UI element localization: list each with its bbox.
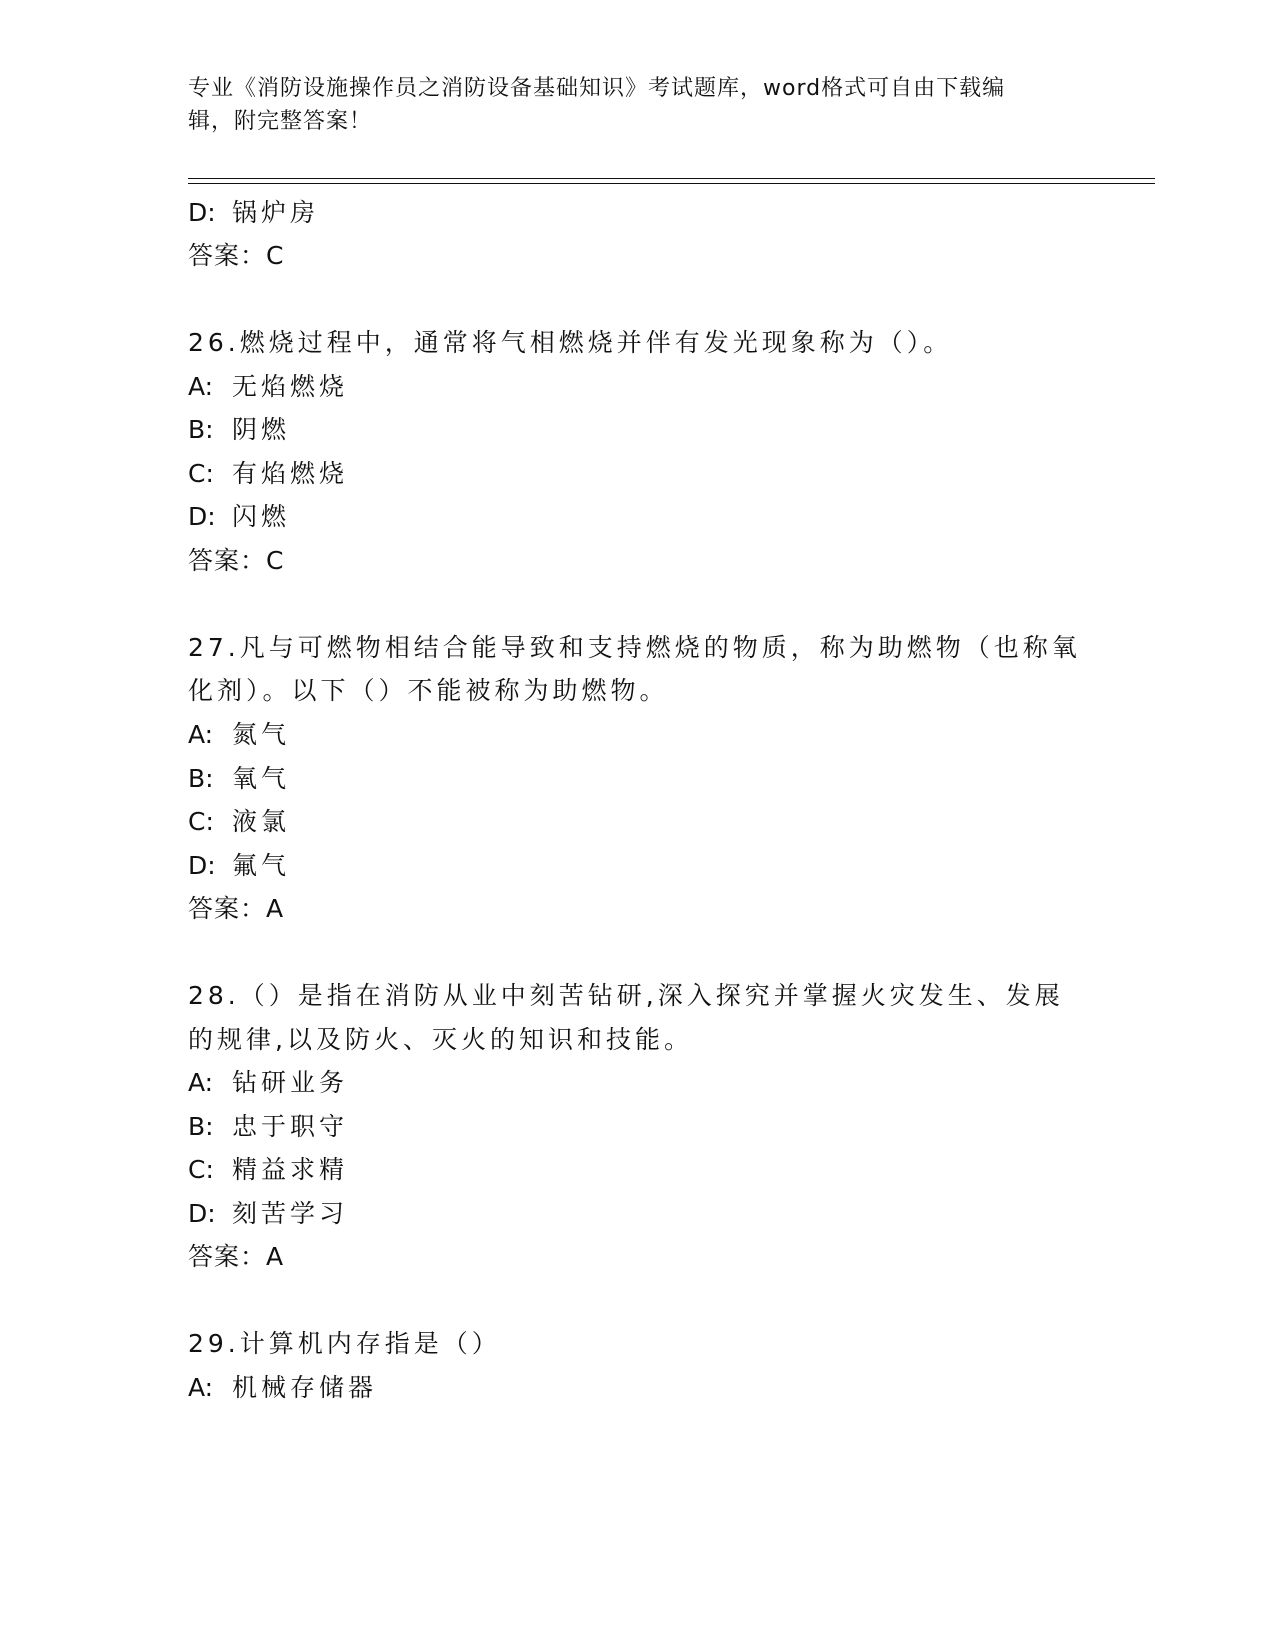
option-text: 氧气 xyxy=(232,764,291,793)
option-text: 氮气 xyxy=(232,720,291,749)
q27-stem-line-2: 化剂）。以下（）不能被称为助燃物。 xyxy=(188,676,669,705)
option-text: 有焰燃烧 xyxy=(232,459,349,488)
option-label: A: xyxy=(188,720,214,749)
option-text: 液氯 xyxy=(232,807,291,836)
option-label: B: xyxy=(188,764,214,793)
option-text: 机械存储器 xyxy=(232,1373,378,1402)
q26-option-b xyxy=(188,413,290,447)
q25-option-d xyxy=(188,196,319,230)
header-line-2: 辑，附完整答案！ xyxy=(188,109,373,134)
header-line-1: 专业《消防设施操作员之消防设备基础知识》考试题库，word格式可自由下载编 xyxy=(188,76,1006,101)
q26-stem: 26.燃烧过程中，通常将气相燃烧并伴有发光现象称为（）。 xyxy=(188,328,953,357)
option-label: D: xyxy=(188,502,216,531)
option-label: D: xyxy=(188,851,216,880)
document-header xyxy=(188,72,1068,138)
q28-stem-line-2: 的规律,以及防火、灭火的知识和技能。 xyxy=(188,1025,693,1054)
q27-answer: 答案：A xyxy=(188,894,285,923)
q27-stem-line-1: 27.凡与可燃物相结合能导致和支持燃烧的物质，称为助燃物（也称氧 xyxy=(188,633,1081,662)
q28-option-c xyxy=(188,1153,348,1187)
option-label: B: xyxy=(188,415,214,444)
option-text: 闪燃 xyxy=(232,502,291,531)
option-text: 阴燃 xyxy=(232,415,291,444)
header-divider xyxy=(188,178,1155,184)
q28-option-a xyxy=(188,1066,348,1100)
option-text: 锅炉房 xyxy=(232,198,320,227)
q28-option-d xyxy=(188,1197,348,1231)
option-label: A: xyxy=(188,372,214,401)
option-text: 无焰燃烧 xyxy=(232,372,349,401)
option-label: C: xyxy=(188,459,214,488)
option-label: A: xyxy=(188,1373,214,1402)
q27-option-a xyxy=(188,718,290,752)
option-label: D: xyxy=(188,1199,216,1228)
q26-answer: 答案：C xyxy=(188,546,285,575)
q26-option-c xyxy=(188,457,348,491)
q28-option-b xyxy=(188,1110,348,1144)
option-label: C: xyxy=(188,807,214,836)
option-label: A: xyxy=(188,1068,214,1097)
q29-stem: 29.计算机内存指是（） xyxy=(188,1329,501,1358)
option-text: 忠于职守 xyxy=(232,1112,349,1141)
q26-option-a xyxy=(188,370,348,404)
q29-option-a xyxy=(188,1371,377,1405)
q27-option-c xyxy=(188,805,290,839)
option-text: 氟气 xyxy=(232,851,291,880)
q27-option-b xyxy=(188,762,290,796)
q28-stem-line-1: 28.（）是指在消防从业中刻苦钻研,深入探究并掌握火灾发生、发展 xyxy=(188,981,1064,1010)
q27-option-d xyxy=(188,849,290,883)
q26-option-d xyxy=(188,500,290,534)
option-text: 精益求精 xyxy=(232,1155,349,1184)
option-label: C: xyxy=(188,1155,214,1184)
option-text: 钻研业务 xyxy=(232,1068,349,1097)
option-text: 刻苦学习 xyxy=(232,1199,349,1228)
q28-answer: 答案：A xyxy=(188,1242,285,1271)
option-label: B: xyxy=(188,1112,214,1141)
option-label: D: xyxy=(188,198,216,227)
q25-answer: 答案：C xyxy=(188,241,285,270)
